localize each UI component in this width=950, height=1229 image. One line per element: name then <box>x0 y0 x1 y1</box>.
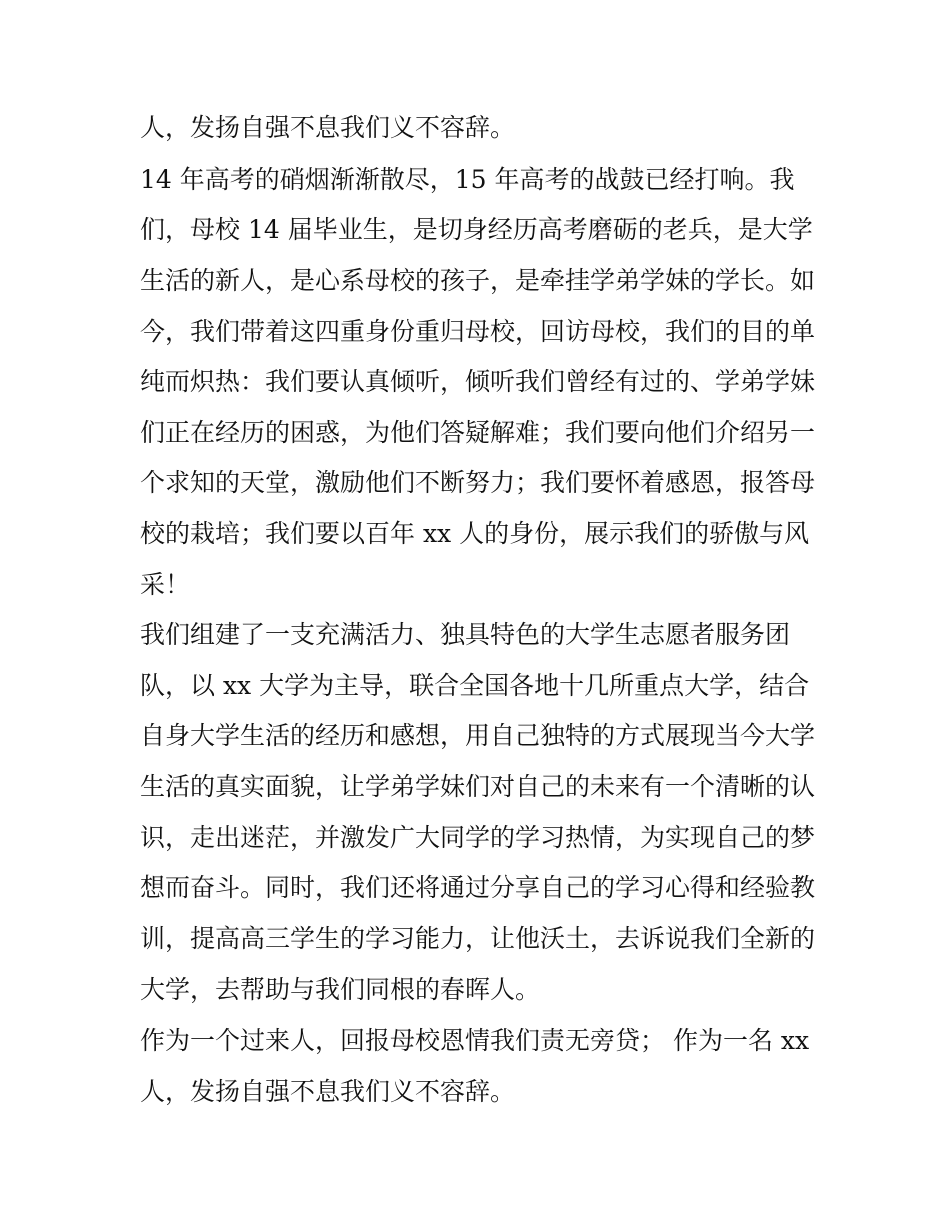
text-line: 个求知的天堂，激励他们不断努力；我们要怀着感恩，报答母 <box>140 468 816 497</box>
text-line: 今，我们带着这四重身份重归母校，回访母校，我们的目的单 <box>140 317 816 346</box>
text-line: 想而奋斗。同时，我们还将通过分享自己的学习心得和经验教 <box>140 873 816 902</box>
text-line: 我们组建了一支充满活力、独具特色的大学生志愿者服务团 <box>140 620 791 649</box>
text-line: 们，母校 14 届毕业生，是切身经历高考磨砺的老兵，是大学 <box>140 215 813 244</box>
text-line: 大学，去帮助与我们同根的春晖人。 <box>140 975 541 1004</box>
text-line: 队，以 xx 大学为主导，联合全国各地十几所重点大学，结合 <box>140 671 810 700</box>
text-line: 纯而炽热：我们要认真倾听，倾听我们曾经有过的、学弟学妹 <box>140 367 816 396</box>
text-line: 们正在经历的困惑，为他们答疑解难；我们要向他们介绍另一 <box>140 418 816 447</box>
text-line: 训，提高高三学生的学习能力，让他沃土，去诉说我们全新的 <box>140 924 816 953</box>
text-line: 14 年高考的硝烟渐渐散尽，15 年高考的战鼓已经打响。我 <box>140 165 795 194</box>
text-line: 校的栽培；我们要以百年 xx 人的身份，展示我们的骄傲与风 <box>140 519 810 548</box>
text-line: 生活的真实面貌，让学弟学妹们对自己的未来有一个清晰的认 <box>140 772 816 801</box>
text-line: 作为一个过来人，回报母校恩情我们责无旁贷； 作为一名 xx <box>140 1026 810 1055</box>
text-line: 自身大学生活的经历和感想，用自己独特的方式展现当今大学 <box>140 721 816 750</box>
text-line: 人，发扬自强不息我们义不容辞。 <box>140 113 516 142</box>
text-line: 识，走出迷茫，并激发广大同学的学习热情，为实现自己的梦 <box>140 823 816 852</box>
text-line: 生活的新人，是心系母校的孩子，是牵挂学弟学妹的学长。如 <box>140 266 816 295</box>
text-line: 采！ <box>140 570 191 599</box>
text-line: 人，发扬自强不息我们义不容辞。 <box>140 1077 516 1106</box>
